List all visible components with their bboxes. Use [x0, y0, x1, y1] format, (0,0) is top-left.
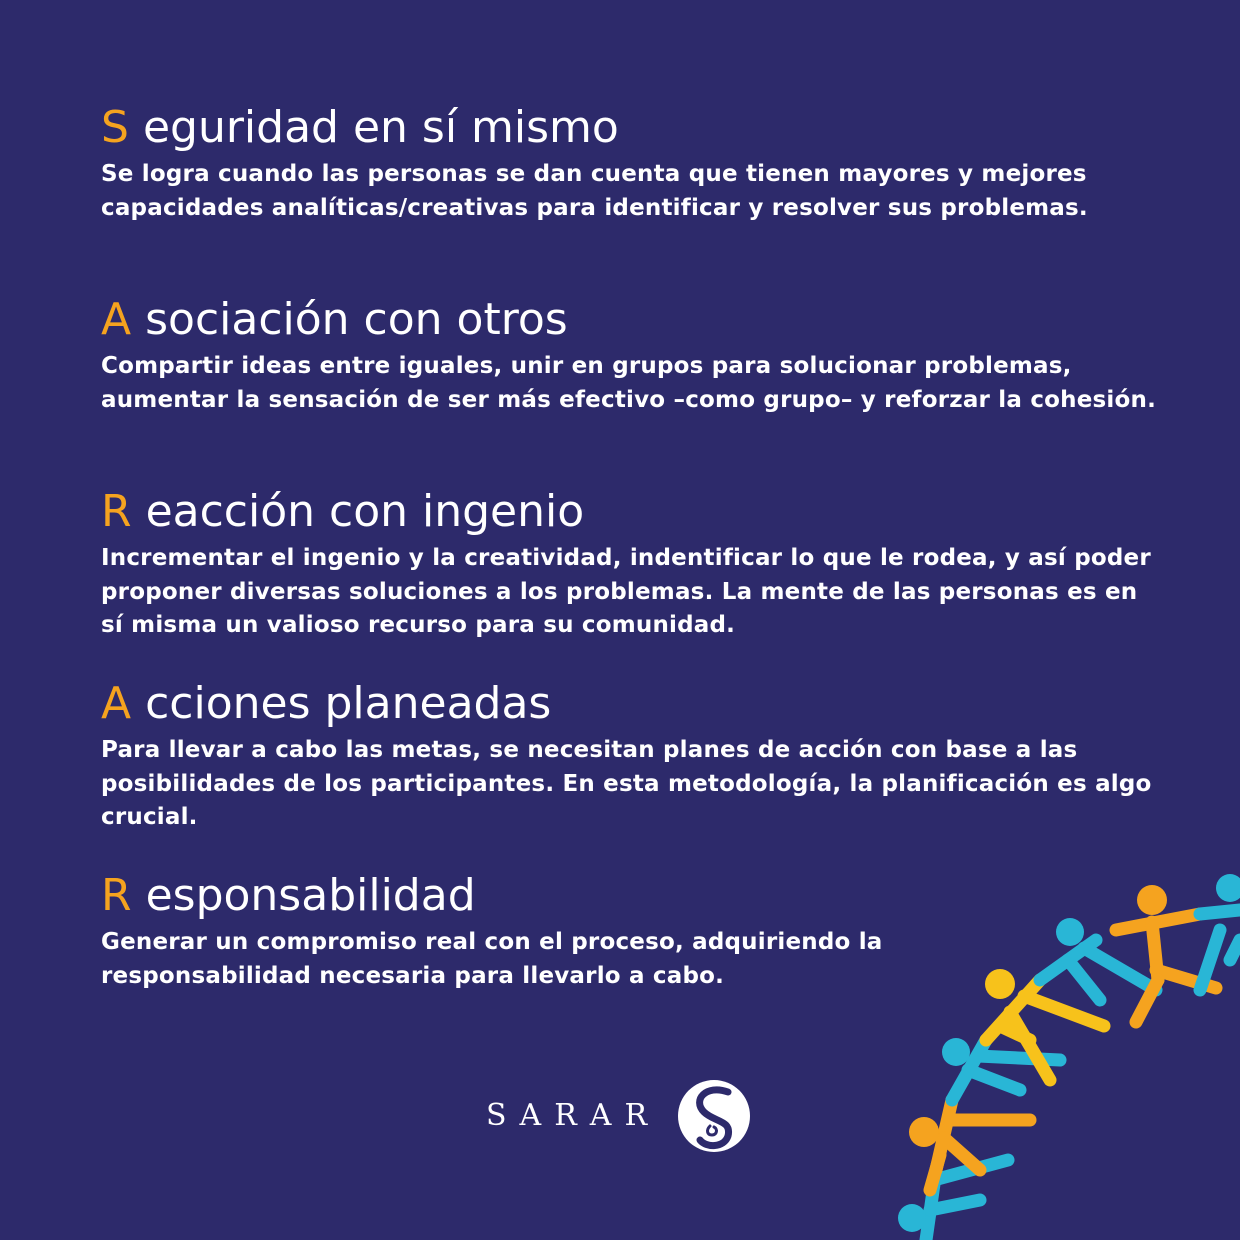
section-heading-rest: sociación con otros: [145, 294, 568, 345]
section-heading-rest: eacción con ingenio: [145, 486, 585, 537]
section-heading-rest: eguridad en sí mismo: [142, 102, 619, 153]
section-heading-rest: cciones planeadas: [145, 678, 552, 729]
logo-text: SARAR: [486, 1098, 661, 1133]
section-description: Generar un compromiso real con el proceso, adquiriendo la responsabilidad necesaria para llevarlo a cabo.: [101, 929, 883, 989]
section-seguridad: [101, 100, 1161, 225]
section-initial: A: [101, 294, 132, 345]
sarar-logo: [486, 1078, 756, 1158]
section-heading: [101, 676, 1161, 732]
section-responsabilidad: [101, 868, 961, 993]
section-heading: [101, 100, 1161, 156]
section-initial: R: [101, 486, 132, 537]
section-description: Para llevar a cabo las metas, se necesitan planes de acción con base a las posibilidades de los participantes. En esta metodología, la planificación es algo crucial.: [101, 737, 1152, 830]
section-heading-rest: esponsabilidad: [145, 870, 476, 921]
section-initial: S: [101, 102, 129, 153]
section-initial: R: [101, 870, 132, 921]
section-heading: [101, 484, 1161, 540]
section-asociacion: [101, 292, 1161, 417]
section-reaccion: [101, 484, 1161, 643]
section-acciones: [101, 676, 1161, 835]
section-description: Se logra cuando las personas se dan cuenta que tienen mayores y mejores capacidades analíticas/creativas para identificar y resolver sus problemas.: [101, 161, 1088, 221]
section-initial: A: [101, 678, 132, 729]
section-heading: [101, 868, 961, 924]
people-holding-hands-icon: [890, 870, 1240, 1240]
section-description: Compartir ideas entre iguales, unir en grupos para solucionar problemas, aumentar la sensación de ser más efectivo –como grupo– y reforzar la cohesión.: [101, 353, 1157, 413]
section-heading: [101, 292, 1161, 348]
section-description: Incrementar el ingenio y la creatividad, indentificar lo que le rodea, y así poder proponer diversas soluciones a los problemas. La mente de las personas es en sí misma un valioso recurso para su comunidad.: [101, 545, 1151, 638]
sarar-s-circle-icon: [676, 1078, 752, 1154]
